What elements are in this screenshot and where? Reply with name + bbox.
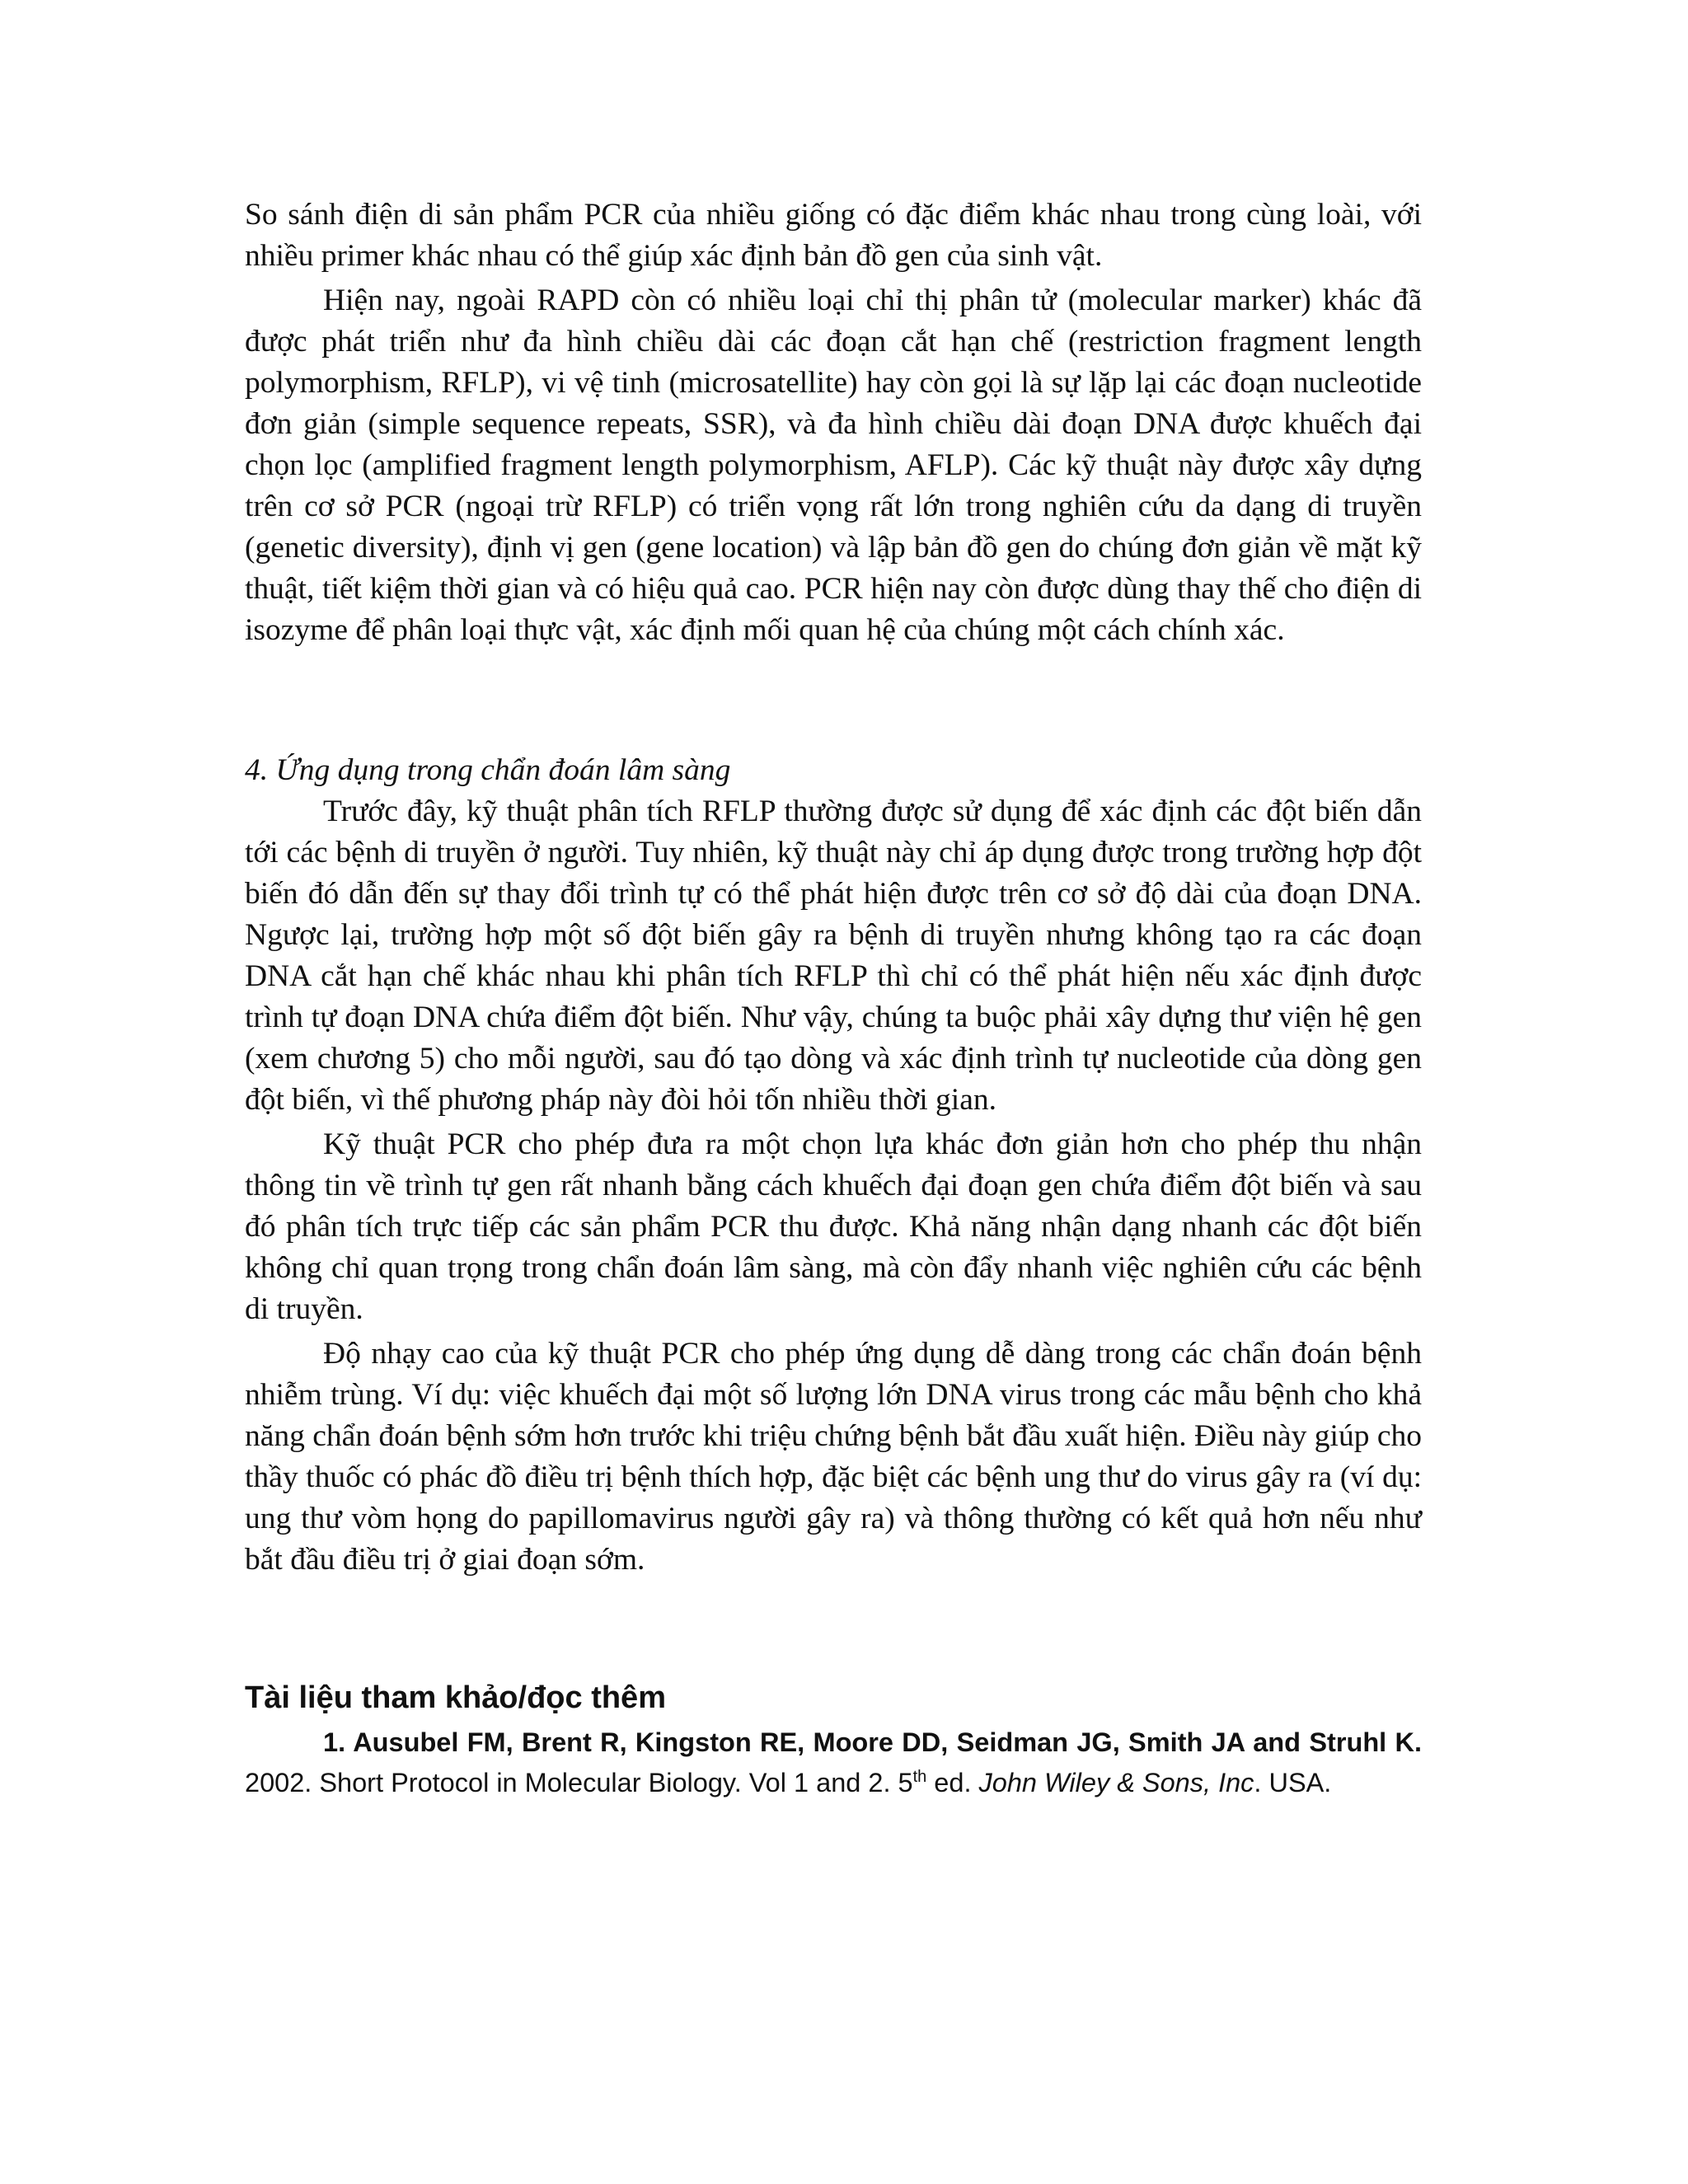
document-page (245, 194, 1422, 1803)
body-paragraph: Kỹ thuật PCR cho phép đưa ra một chọn lựa khác đơn giản hơn cho phép thu nhận thông tin về trình tự gen rất nhanh bằng cách khuếch đại đoạn gen chứa điểm đột biến và sau đó phân tích trực tiếp các sản phẩm PCR thu được. Khả năng nhận dạng nhanh các đột biến không chỉ quan trọng trong chẩn đoán lâm sàng, mà còn đẩy nhanh việc nghiên cứu các bệnh di truyền. (245, 1127, 1422, 1326)
reference-publisher: John Wiley & Sons, Inc (978, 1768, 1254, 1797)
section-heading: 4. Ứng dụng trong chẩn đoán lâm sàng (245, 753, 731, 787)
body-paragraph: Hiện nay, ngoài RAPD còn có nhiều loại chỉ thị phân tử (molecular marker) khác đã được phát triển như đa hình chiều dài các đoạn cắt hạn chế (restriction fragment length polymorphism, RFLP), vi vệ tinh (microsatellite) hay còn gọi là sự lặp lại các đoạn nucleotide đơn giản (simple sequence repeats, SSR), và đa hình chiều dài đoạn DNA được khuếch đại chọn lọc (amplified fragment length polymorphism, AFLP). Các kỹ thuật này được xây dựng trên cơ sở PCR (ngoại trừ RFLP) có triển vọng rất lớn trong nghiên cứu da dạng di truyền (genetic diversity), định vị gen (gene location) và lập bản đồ gen do chúng đơn giản về mặt kỹ thuật, tiết kiệm thời gian và có hiệu quả cao. PCR hiện nay còn được dùng thay thế cho điện di isozyme để phân loại thực vật, xác định mối quan hệ của chúng một cách chính xác. (245, 284, 1422, 647)
references-heading: Tài liệu tham khảo/đọc thêm (245, 1680, 666, 1715)
reference-edition-superscript: th (912, 1768, 927, 1787)
body-paragraph: Độ nhạy cao của kỹ thuật PCR cho phép ứng dụng dễ dàng trong các chẩn đoán bệnh nhiễm trùng. Ví dụ: việc khuếch đại một số lượng lớn DNA virus trong các mẫu bệnh cho khả năng chẩn đoán bệnh sớm hơn trước khi triệu chứng bệnh bắt đầu xuất hiện. Điều này giúp cho thầy thuốc có phác đồ điều trị bệnh thích hợp, đặc biệt các bệnh ung thư do virus gây ra (ví dụ: ung thư vòm họng do papillomavirus người gây ra) và thông thường có kết quả hơn nếu như bắt đầu điều trị ở giai đoạn sớm. (245, 1337, 1422, 1577)
reference-authors: 1. Ausubel FM, Brent R, Kingston RE, Moore DD, Seidman JG, Smith JA and Struhl K. (323, 1727, 1422, 1757)
body-paragraph: So sánh điện di sản phẩm PCR của nhiều giống có đặc điểm khác nhau trong cùng loài, với nhiều primer khác nhau có thể giúp xác định bản đồ gen của sinh vật. (245, 198, 1422, 273)
body-paragraph: Trước đây, kỹ thuật phân tích RFLP thường được sử dụng để xác định các đột biến dẫn tới các bệnh di truyền ở người. Tuy nhiên, kỹ thuật này chỉ áp dụng được trong trường hợp đột biến đó dẫn đến sự thay đổi trình tự có thể phát hiện được trên cơ sở độ dài của đoạn DNA. Ngược lại, trường hợp một số đột biến gây ra bệnh di truyền nhưng không tạo ra các đoạn DNA cắt hạn chế khác nhau khi phân tích RFLP thì chỉ có thể phát hiện nếu xác định được trình tự đoạn DNA chứa điểm đột biến. Như vậy, chúng ta buộc phải xây dựng thư viện hệ gen (xem chương 5) cho mỗi người, sau đó tạo dòng và xác định trình tự nucleotide của dòng gen đột biến, vì thế phương pháp này đòi hỏi tốn nhiều thời gian. (245, 794, 1422, 1117)
reference-title: 2002. Short Protocol in Molecular Biology. Vol 1 and 2. 5 (245, 1768, 913, 1797)
reference-item (245, 1722, 1422, 1803)
reference-edition: ed. (926, 1768, 979, 1797)
reference-location: . USA. (1254, 1768, 1332, 1797)
